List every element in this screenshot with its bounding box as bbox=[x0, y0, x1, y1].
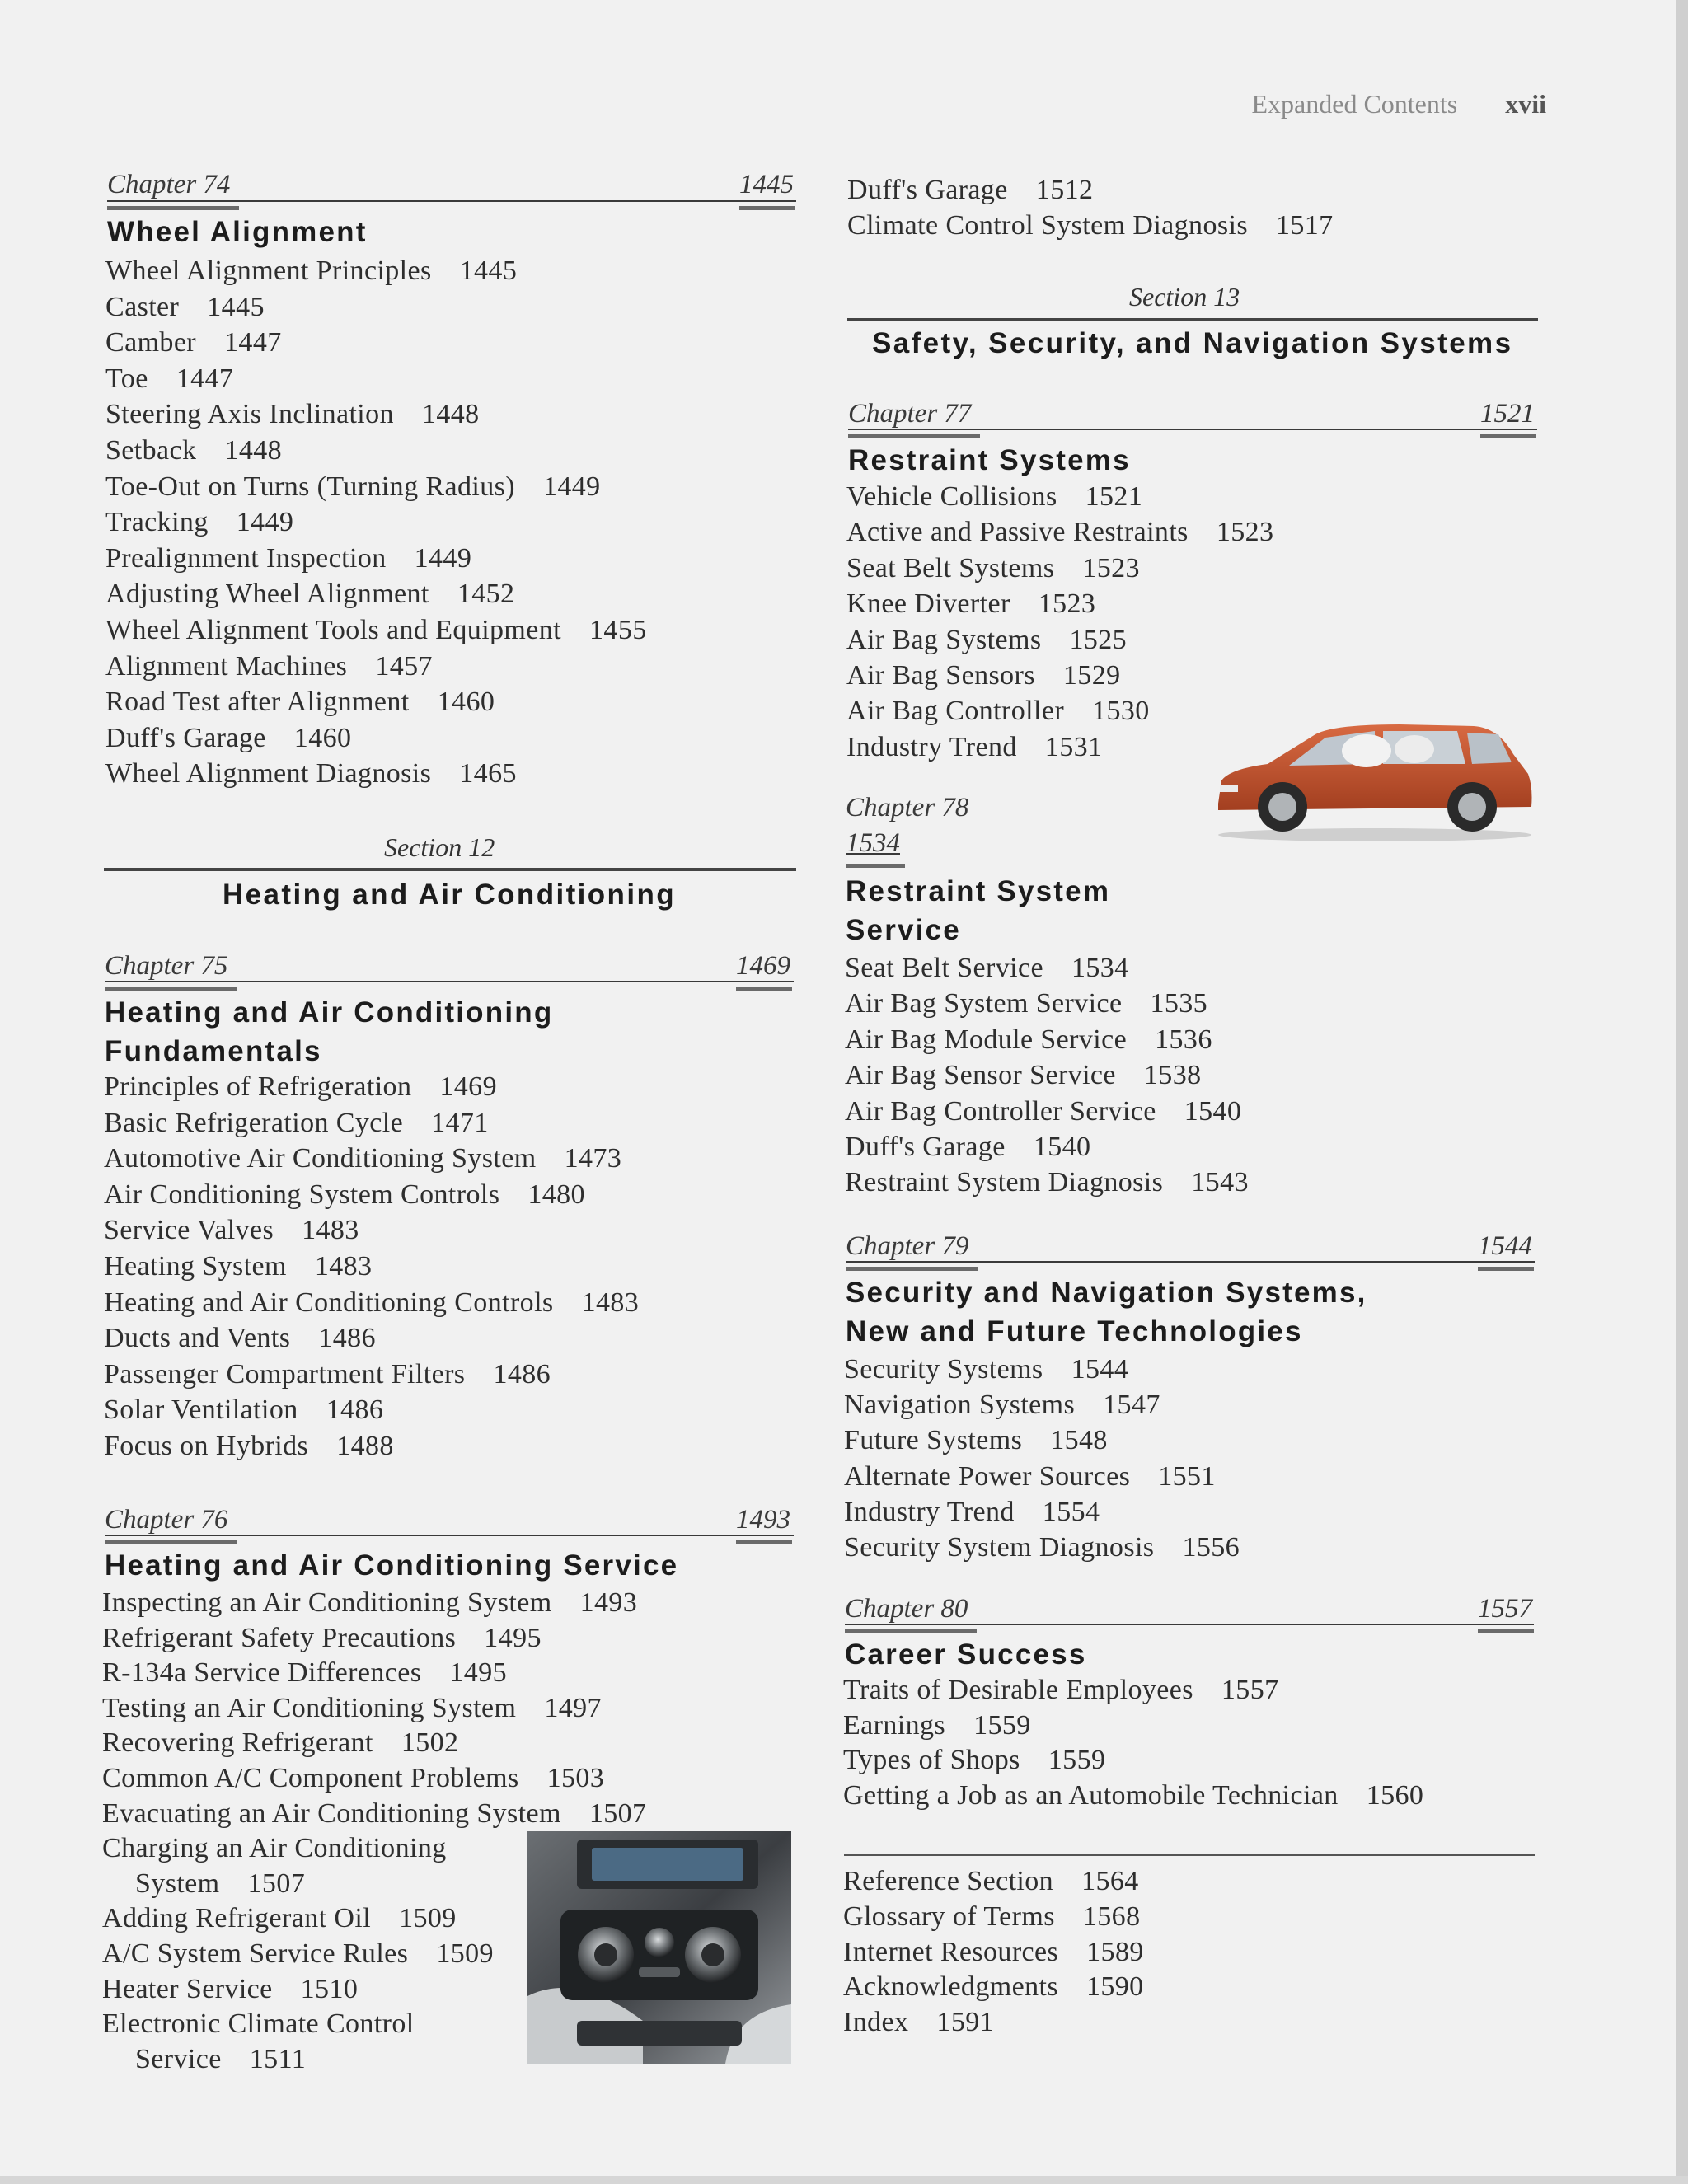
toc-entry-title: Caster bbox=[106, 291, 180, 322]
toc-entry-page: 1447 bbox=[176, 363, 234, 394]
toc-entry-page: 1507 bbox=[588, 1797, 647, 1829]
chapter-75-page[interactable]: 1469 bbox=[736, 951, 790, 981]
toc-entry-title: Navigation Systems bbox=[844, 1390, 1076, 1421]
chapter-tick bbox=[105, 1540, 237, 1544]
section-12-label: Section 12 bbox=[384, 832, 495, 862]
toc-entry-page: 1517 bbox=[1275, 210, 1334, 241]
toc-entry-page: 1486 bbox=[493, 1358, 551, 1390]
toc-entry-page: 1536 bbox=[1155, 1024, 1212, 1055]
toc-entry-page: 1447 bbox=[224, 327, 282, 359]
toc-entry-title: Toe bbox=[106, 363, 148, 394]
toc-entry[interactable] bbox=[106, 255, 517, 287]
chapter-tick bbox=[846, 864, 905, 868]
toc-entry-page: 1559 bbox=[973, 1709, 1031, 1741]
toc-entry-page: 1471 bbox=[431, 1107, 489, 1138]
toc-entry-title: Setback bbox=[106, 435, 197, 466]
toc-entry-page: 1531 bbox=[1044, 731, 1103, 762]
toc-entry[interactable] bbox=[845, 1096, 1241, 1127]
chapter-74-title: Wheel Alignment bbox=[107, 216, 368, 248]
toc-entry[interactable] bbox=[845, 1167, 1249, 1198]
toc-entry-title: Steering Axis Inclination bbox=[106, 399, 394, 430]
toc-entry-title: Air Bag System Service bbox=[845, 988, 1123, 1019]
toc-entry[interactable] bbox=[844, 1390, 1160, 1421]
toc-entry-page: 1452 bbox=[457, 579, 515, 610]
section-13-label: Section 13 bbox=[1129, 282, 1240, 312]
toc-entry-page: 1523 bbox=[1038, 588, 1096, 620]
toc-entry[interactable] bbox=[843, 1675, 1279, 1706]
toc-entry-title: Traits of Desirable Employees bbox=[843, 1675, 1193, 1705]
climate-control-photo bbox=[528, 1831, 791, 2064]
toc-entry-page: 1486 bbox=[326, 1394, 384, 1426]
toc-entry-page: 1460 bbox=[293, 722, 352, 753]
chapter-rule bbox=[848, 429, 1537, 430]
chapter-78-title-line1: Restraint System bbox=[846, 875, 1111, 907]
toc-entry-title: Service Valves bbox=[104, 1215, 274, 1246]
dash-image bbox=[528, 1831, 791, 2064]
toc-entry-title: Focus on Hybrids bbox=[104, 1431, 309, 1461]
page-edge-bottom bbox=[0, 2176, 1688, 2184]
page-edge bbox=[1676, 0, 1688, 2184]
toc-entry-title: Active and Passive Restraints bbox=[846, 517, 1189, 548]
toc-entry[interactable] bbox=[106, 507, 293, 538]
toc-entry[interactable] bbox=[102, 1903, 457, 1934]
chapter-80-label[interactable]: Chapter 80 bbox=[845, 1594, 968, 1624]
toc-entry-title: Air Bag Controller Service bbox=[845, 1095, 1156, 1127]
toc-entry-page: 1544 bbox=[1071, 1354, 1129, 1385]
toc-entry[interactable] bbox=[106, 758, 517, 790]
toc-entry-page: 1548 bbox=[1050, 1425, 1108, 1456]
toc-entry-page: 1473 bbox=[564, 1143, 622, 1174]
toc-entry[interactable] bbox=[104, 1071, 497, 1103]
chapter-78-title-line2: Service bbox=[846, 914, 961, 946]
chapter-78-page[interactable]: 1534 bbox=[846, 828, 900, 858]
chapter-rule bbox=[105, 1535, 794, 1536]
toc-entry[interactable] bbox=[106, 615, 647, 646]
chapter-75-title-line1: Heating and Air Conditioning bbox=[105, 996, 554, 1029]
toc-entry-title: Seat Belt Service bbox=[845, 953, 1043, 983]
toc-entry[interactable] bbox=[102, 1727, 458, 1759]
toc-entry-title: Glossary of Terms bbox=[843, 1900, 1055, 1932]
chapter-75-label[interactable]: Chapter 75 bbox=[105, 951, 228, 981]
toc-entry-title: Industry Trend bbox=[844, 1496, 1015, 1527]
chapter-79-page[interactable]: 1544 bbox=[1478, 1231, 1532, 1261]
toc-entry[interactable] bbox=[847, 210, 1334, 241]
toc-entry[interactable] bbox=[106, 363, 233, 395]
toc-entry-title: Basic Refrigeration Cycle bbox=[104, 1107, 404, 1138]
toc-entry[interactable] bbox=[843, 1937, 1144, 1968]
chapter-79-title-line2: New and Future Technologies bbox=[846, 1315, 1303, 1347]
running-header bbox=[1251, 89, 1546, 120]
toc-entry[interactable] bbox=[846, 625, 1127, 656]
toc-entry[interactable] bbox=[106, 327, 282, 359]
toc-entry[interactable] bbox=[135, 2044, 306, 2075]
toc-entry-title: Earnings bbox=[843, 1709, 946, 1741]
toc-entry-page: 1483 bbox=[302, 1215, 359, 1246]
toc-entry-page: 1503 bbox=[546, 1763, 605, 1793]
toc-entry-page: 1465 bbox=[459, 758, 517, 790]
toc-entry-title: Wheel Alignment Tools and Equipment bbox=[106, 615, 562, 645]
toc-entry-title: Heating and Air Conditioning Controls bbox=[104, 1286, 554, 1318]
toc-entry-title: Security System Diagnosis bbox=[844, 1532, 1155, 1563]
toc-entry-page: 1495 bbox=[484, 1622, 542, 1653]
toc-entry-title: Getting a Job as an Automobile Technician bbox=[843, 1779, 1339, 1811]
toc-entry[interactable] bbox=[844, 1461, 1216, 1493]
toc-entry[interactable] bbox=[844, 1532, 1240, 1563]
toc-entry[interactable] bbox=[102, 1763, 604, 1794]
toc-entry[interactable] bbox=[843, 1780, 1423, 1811]
toc-entry[interactable] bbox=[102, 1623, 542, 1654]
chapter-75-title-line2: Fundamentals bbox=[105, 1035, 322, 1067]
toc-entry-title: Air Bag Systems bbox=[846, 624, 1042, 655]
toc-entry-title: Duff's Garage bbox=[847, 175, 1008, 205]
toc-entry-title: Future Systems bbox=[844, 1425, 1023, 1456]
section-rule bbox=[847, 318, 1538, 321]
toc-entry-title: Service bbox=[135, 2043, 222, 2074]
chapter-79-title-line1: Security and Navigation Systems, bbox=[846, 1277, 1367, 1309]
toc-entry-title: A/C System Service Rules bbox=[102, 1938, 409, 1969]
toc-entry[interactable] bbox=[106, 543, 471, 574]
toc-entry[interactable] bbox=[102, 1693, 602, 1724]
toc-entry[interactable] bbox=[106, 651, 433, 682]
toc-entry-page: 1521 bbox=[1085, 481, 1143, 512]
section-12-title: Heating and Air Conditioning bbox=[223, 879, 677, 911]
toc-entry-page: 1510 bbox=[300, 1973, 359, 2004]
toc-entry-title: Air Bag Module Service bbox=[845, 1024, 1128, 1055]
section-13-title: Safety, Security, and Navigation Systems bbox=[872, 327, 1513, 359]
toc-entry[interactable] bbox=[104, 1431, 394, 1462]
toc-entry-title: Charging an Air Conditioning bbox=[102, 1833, 447, 1864]
toc-entry-page: 1497 bbox=[544, 1692, 602, 1723]
toc-entry-title: Reference Section bbox=[843, 1866, 1054, 1896]
chapter-rule bbox=[845, 1624, 1534, 1625]
chapter-tick bbox=[107, 206, 239, 210]
toc-entry-page: 1483 bbox=[581, 1286, 640, 1318]
toc-entry-page: 1589 bbox=[1086, 1936, 1144, 1967]
toc-entry-page: 1509 bbox=[436, 1938, 494, 1969]
toc-entry[interactable] bbox=[135, 1868, 305, 1900]
toc-entry[interactable] bbox=[845, 953, 1129, 984]
toc-entry[interactable] bbox=[845, 1060, 1202, 1091]
toc-entry-title: Inspecting an Air Conditioning System bbox=[102, 1587, 552, 1618]
toc-entry-page: 1529 bbox=[1062, 660, 1121, 691]
toc-entry[interactable] bbox=[104, 1394, 383, 1426]
toc-entry-page: 1480 bbox=[528, 1179, 585, 1210]
toc-entry[interactable] bbox=[104, 1143, 621, 1174]
toc-entry-page: 1460 bbox=[437, 687, 495, 718]
toc-entry-page: 1547 bbox=[1103, 1390, 1160, 1421]
toc-entry-title: Toe-Out on Turns (Turning Radius) bbox=[106, 471, 515, 502]
toc-entry-page: 1564 bbox=[1081, 1866, 1139, 1896]
toc-entry-page: 1493 bbox=[579, 1587, 638, 1618]
toc-entry-page: 1488 bbox=[336, 1431, 394, 1461]
toc-entry[interactable] bbox=[102, 2008, 415, 2040]
toc-entry[interactable] bbox=[102, 1938, 494, 1970]
running-title: Expanded Contents bbox=[1251, 89, 1458, 119]
toc-entry-title: Climate Control System Diagnosis bbox=[847, 210, 1248, 241]
toc-entry[interactable] bbox=[845, 1132, 1090, 1163]
toc-entry-title: Wheel Alignment Principles bbox=[106, 255, 432, 286]
toc-entry[interactable] bbox=[102, 1974, 358, 2005]
toc-entry[interactable] bbox=[104, 1251, 372, 1282]
toc-entry-title: Seat Belt Systems bbox=[846, 552, 1055, 583]
toc-entry[interactable] bbox=[844, 1354, 1128, 1385]
toc-entry-page: 1554 bbox=[1042, 1496, 1100, 1527]
toc-entry[interactable] bbox=[843, 1901, 1140, 1933]
toc-entry-title: Passenger Compartment Filters bbox=[104, 1358, 466, 1390]
toc-entry-title: Alternate Power Sources bbox=[844, 1460, 1131, 1492]
toc-entry-title: Alignment Machines bbox=[106, 650, 348, 682]
toc-entry[interactable] bbox=[106, 399, 480, 430]
toc-entry[interactable] bbox=[846, 588, 1095, 620]
toc-entry-title: Air Bag Sensors bbox=[846, 660, 1035, 691]
toc-entry-title: Electronic Climate Control bbox=[102, 2008, 415, 2040]
chapter-tick bbox=[736, 1540, 792, 1544]
toc-entry-page: 1559 bbox=[1048, 1745, 1106, 1776]
chapter-77-label[interactable]: Chapter 77 bbox=[848, 399, 972, 429]
toc-entry-page: 1535 bbox=[1150, 988, 1208, 1019]
chapter-tick bbox=[736, 987, 792, 991]
toc-entry[interactable] bbox=[106, 471, 601, 503]
toc-entry-title: Adding Refrigerant Oil bbox=[102, 1903, 372, 1934]
toc-entry-page: 1483 bbox=[314, 1251, 373, 1282]
toc-entry[interactable] bbox=[846, 732, 1102, 763]
toc-entry-title: Index bbox=[843, 2007, 909, 2038]
toc-entry[interactable] bbox=[846, 481, 1142, 513]
toc-entry-title: Acknowledgments bbox=[843, 1971, 1058, 2003]
toc-entry-page: 1507 bbox=[247, 1868, 306, 1899]
toc-entry-page: 1551 bbox=[1158, 1460, 1216, 1492]
toc-entry[interactable] bbox=[846, 553, 1140, 584]
toc-entry[interactable] bbox=[104, 1179, 585, 1211]
chapter-tick bbox=[845, 1629, 977, 1633]
chapter-79-label[interactable]: Chapter 79 bbox=[846, 1231, 969, 1261]
chapter-tick bbox=[105, 987, 237, 991]
toc-entry[interactable] bbox=[847, 175, 1093, 206]
toc-entry[interactable] bbox=[106, 435, 282, 466]
toc-entry-title: Ducts and Vents bbox=[104, 1323, 291, 1354]
toc-entry[interactable] bbox=[843, 1866, 1139, 1897]
toc-entry[interactable] bbox=[106, 292, 265, 323]
toc-entry-title: Air Bag Controller bbox=[846, 696, 1065, 727]
page-number: xvii bbox=[1505, 89, 1546, 119]
toc-entry-title: Recovering Refrigerant bbox=[102, 1727, 373, 1759]
chapter-78-label[interactable]: Chapter 78 bbox=[846, 793, 969, 823]
toc-entry-title: Security Systems bbox=[844, 1354, 1043, 1385]
toc-entry-page: 1540 bbox=[1033, 1132, 1091, 1162]
toc-entry-title: Restraint System Diagnosis bbox=[845, 1167, 1164, 1198]
toc-entry-page: 1449 bbox=[414, 542, 472, 574]
toc-entry-page: 1445 bbox=[207, 291, 265, 322]
toc-entry-title: R-134a Service Differences bbox=[102, 1657, 422, 1689]
chapter-74-label[interactable]: Chapter 74 bbox=[107, 170, 231, 199]
toc-entry-title: Evacuating an Air Conditioning System bbox=[102, 1797, 561, 1829]
toc-entry-title: Vehicle Collisions bbox=[846, 481, 1057, 512]
toc-entry[interactable] bbox=[843, 1971, 1144, 2003]
toc-entry-page: 1525 bbox=[1069, 624, 1128, 655]
toc-entry-page: 1495 bbox=[449, 1657, 507, 1689]
chapter-tick bbox=[848, 434, 980, 438]
chapter-76-label[interactable]: Chapter 76 bbox=[105, 1505, 228, 1535]
toc-entry-title: Heater Service bbox=[102, 1973, 273, 2004]
toc-entry-title: Camber bbox=[106, 327, 197, 359]
section-rule bbox=[104, 868, 796, 871]
toc-entry[interactable] bbox=[845, 988, 1207, 1019]
chapter-rule bbox=[846, 1261, 1535, 1263]
toc-entry[interactable] bbox=[846, 660, 1121, 691]
chapter-tick bbox=[739, 206, 795, 210]
toc-entry-title: Knee Diverter bbox=[846, 588, 1010, 620]
chapter-tick bbox=[1480, 434, 1536, 438]
toc-entry-page: 1534 bbox=[1071, 953, 1129, 983]
toc-entry-title: Tracking bbox=[106, 507, 209, 538]
toc-entry-title: Duff's Garage bbox=[106, 722, 266, 753]
chapter-tick bbox=[846, 1267, 978, 1271]
chapter-tick bbox=[1478, 1267, 1534, 1271]
toc-entry-title: Heating System bbox=[104, 1251, 287, 1282]
toc-entry[interactable] bbox=[104, 1215, 359, 1246]
chapter-rule bbox=[107, 200, 796, 202]
toc-entry-title: Internet Resources bbox=[843, 1936, 1059, 1967]
toc-entry[interactable] bbox=[843, 2007, 994, 2038]
toc-entry-page: 1540 bbox=[1184, 1095, 1242, 1127]
toc-entry-title: Wheel Alignment Diagnosis bbox=[106, 758, 432, 790]
toc-entry-title: Road Test after Alignment bbox=[106, 687, 410, 718]
toc-entry-title: Automotive Air Conditioning System bbox=[104, 1143, 537, 1174]
toc-entry[interactable] bbox=[844, 1497, 1100, 1528]
toc-entry[interactable] bbox=[102, 1833, 447, 1864]
chapter-80-page[interactable]: 1557 bbox=[1478, 1594, 1532, 1624]
toc-entry-page: 1568 bbox=[1082, 1900, 1141, 1932]
back-matter-rule bbox=[844, 1854, 1535, 1856]
toc-entry-page: 1449 bbox=[542, 471, 601, 502]
toc-entry-page: 1448 bbox=[421, 399, 480, 430]
toc-entry-page: 1556 bbox=[1182, 1532, 1240, 1563]
toc-entry-title: Testing an Air Conditioning System bbox=[102, 1692, 517, 1723]
toc-entry[interactable] bbox=[102, 1798, 646, 1830]
toc-entry[interactable] bbox=[843, 1710, 1031, 1741]
toc-entry[interactable] bbox=[106, 723, 351, 754]
toc-entry[interactable] bbox=[846, 696, 1150, 727]
toc-entry-page: 1591 bbox=[936, 2007, 995, 2038]
chapter-76-title: Heating and Air Conditioning Service bbox=[105, 1549, 679, 1582]
toc-entry-page: 1590 bbox=[1085, 1971, 1144, 2003]
chapter-tick bbox=[1478, 1629, 1534, 1633]
toc-entry[interactable] bbox=[844, 1425, 1108, 1456]
toc-entry-title: Common A/C Component Problems bbox=[102, 1763, 519, 1793]
toc-entry-title: Air Conditioning System Controls bbox=[104, 1179, 500, 1210]
toc-entry-title: Industry Trend bbox=[846, 731, 1017, 762]
toc-entry-title: Duff's Garage bbox=[845, 1132, 1006, 1162]
toc-entry[interactable] bbox=[104, 1108, 489, 1139]
chapter-77-page[interactable]: 1521 bbox=[1480, 399, 1535, 429]
chapter-rule bbox=[105, 981, 794, 982]
toc-entry-title: Air Bag Sensor Service bbox=[845, 1060, 1116, 1091]
toc-entry-page: 1530 bbox=[1092, 696, 1150, 727]
toc-entry-page: 1449 bbox=[236, 507, 294, 538]
toc-entry-page: 1560 bbox=[1366, 1779, 1424, 1811]
toc-entry-page: 1509 bbox=[399, 1903, 457, 1934]
toc-entry[interactable] bbox=[102, 1587, 637, 1619]
toc-entry-page: 1448 bbox=[224, 435, 283, 466]
toc-entry[interactable] bbox=[102, 1657, 507, 1689]
toc-entry[interactable] bbox=[106, 579, 514, 610]
toc-entry-title: System bbox=[135, 1868, 220, 1899]
toc-entry[interactable] bbox=[106, 687, 495, 718]
toc-entry[interactable] bbox=[843, 1745, 1105, 1776]
toc-entry-title: Types of Shops bbox=[843, 1745, 1020, 1776]
car-image bbox=[1210, 705, 1540, 845]
toc-entry-page: 1469 bbox=[439, 1071, 497, 1102]
toc-entry-page: 1523 bbox=[1082, 552, 1140, 583]
toc-entry-page: 1457 bbox=[375, 650, 433, 682]
toc-entry[interactable] bbox=[104, 1359, 551, 1390]
chapter-76-page[interactable]: 1493 bbox=[736, 1505, 790, 1535]
toc-entry-title: Adjusting Wheel Alignment bbox=[106, 579, 429, 610]
car-airbag-illustration bbox=[1210, 705, 1540, 845]
chapter-74-page[interactable]: 1445 bbox=[739, 170, 794, 199]
toc-entry-page: 1512 bbox=[1035, 175, 1094, 205]
toc-entry-page: 1502 bbox=[401, 1727, 459, 1759]
toc-entry-page: 1486 bbox=[318, 1323, 376, 1354]
toc-entry[interactable] bbox=[846, 517, 1273, 548]
toc-entry-page: 1523 bbox=[1216, 517, 1274, 548]
toc-entry-page: 1511 bbox=[249, 2043, 307, 2074]
toc-entry[interactable] bbox=[104, 1287, 639, 1319]
toc-entry-page: 1557 bbox=[1221, 1675, 1279, 1705]
toc-entry-page: 1543 bbox=[1191, 1167, 1249, 1198]
toc-entry[interactable] bbox=[845, 1024, 1212, 1056]
toc-entry[interactable] bbox=[104, 1323, 376, 1354]
toc-entry-title: Solar Ventilation bbox=[104, 1394, 298, 1426]
toc-entry-page: 1538 bbox=[1143, 1060, 1202, 1091]
toc-entry-page: 1455 bbox=[589, 615, 647, 645]
chapter-77-title: Restraint Systems bbox=[848, 444, 1131, 476]
toc-entry-page: 1445 bbox=[459, 255, 518, 286]
chapter-80-title: Career Success bbox=[845, 1638, 1087, 1671]
toc-entry-title: Prealignment Inspection bbox=[106, 542, 387, 574]
toc-entry-title: Refrigerant Safety Precautions bbox=[102, 1622, 457, 1653]
toc-entry-title: Principles of Refrigeration bbox=[104, 1071, 412, 1102]
